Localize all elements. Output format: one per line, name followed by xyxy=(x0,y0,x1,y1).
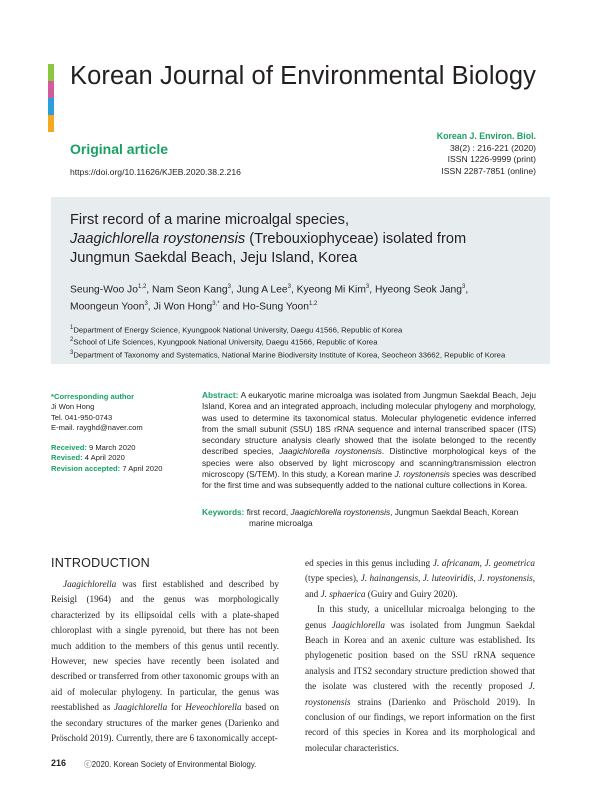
affiliation-item xyxy=(70,323,534,336)
italic-term: J. geometrica xyxy=(484,558,536,568)
body-paragraph xyxy=(51,577,279,746)
italic-term: J. roystonensis xyxy=(478,573,533,584)
abstract-species: Jaagichlorella roystonensis xyxy=(279,446,382,457)
affiliation-item xyxy=(70,335,534,348)
affiliation-text: School of Life Sciences, Kyungpook National University, Daegu 41566, Republic of Korea xyxy=(73,337,378,347)
journal-abbreviation: Korean J. Environ. Biol. xyxy=(436,131,536,141)
body-column-left xyxy=(51,577,279,746)
revised-label: Revised: xyxy=(51,453,83,463)
keywords-text: first record, xyxy=(244,507,291,517)
volume-pages: 38(2) : 216-221 (2020) xyxy=(450,142,536,153)
received-label: Received: xyxy=(51,443,87,453)
revised-value: 4 April 2020 xyxy=(82,453,125,463)
corresponding-author-email[interactable]: E-mail. rayghd@naver.com xyxy=(51,422,143,432)
author-affil-mark: 1,2 xyxy=(137,284,147,290)
keywords-text: marine microalga xyxy=(249,518,313,529)
title-line-1: First record of a marine microalgal species, xyxy=(70,212,349,228)
title-line-3: Jungmun Saekdal Beach, Jeju Island, Korea xyxy=(70,250,358,266)
affiliation-list xyxy=(70,323,534,361)
author-list xyxy=(70,280,534,315)
author-name: , Jung A Lee xyxy=(230,284,288,296)
text-run: (Guiry and Guiry 2020). xyxy=(365,588,458,599)
article-sidebar xyxy=(51,392,181,474)
author-affil-mark: 3 xyxy=(287,284,291,290)
color-segment-orange xyxy=(48,115,54,132)
italic-term: J. hainangensis xyxy=(360,573,419,584)
journal-title: Korean Journal of Environmental Biology xyxy=(70,62,536,90)
body-column-right xyxy=(305,556,535,756)
abstract-heading: Abstract: xyxy=(202,390,239,400)
author-name: , Nam Seon Kang xyxy=(146,284,228,296)
abstract-text: species was described for the first time and was subsequently added to the national culture collections in Korea. xyxy=(202,469,536,491)
abstract-species: J. roystonensis xyxy=(394,469,450,480)
italic-term: J. sphaerica xyxy=(320,588,366,599)
author-name: , Hyeong Seok Jang xyxy=(369,284,462,296)
affiliation-number: 3 xyxy=(70,349,74,356)
affiliation-text: Department of Energy Science, Kyungpook National University, Daegu 41566, Republic of Korea xyxy=(73,325,403,335)
affiliation-number: 1 xyxy=(70,324,74,331)
text-run: based on the secondary structures of the marker genes (Darienko and Pröschold 2019). Currently, there are 6 taxonomically accept- xyxy=(51,702,279,744)
text-run: (type species), xyxy=(305,573,361,584)
italic-term: Heveochlorella xyxy=(185,702,242,713)
keywords-text: , Jungmun Saekdal Beach, Korean xyxy=(390,507,519,517)
keywords-heading: Keywords: xyxy=(202,507,245,517)
copyright-notice: ⓒ2020. Korean Society of Environmental Biology. xyxy=(84,760,257,769)
text-run: was first established and described by Reisigl (1964) and the genus was morphologically characterized by its ellipsoidal cells with a plate-shaped chloroplast with a single pyrenoid, but there has not been much addition to the members of this genus until recently. However, new species have recently been isolated and described or transferred from other taxonomic groups with an aid of molecular phylogeny. In particular, the genus was reestablished as xyxy=(51,579,279,713)
received-value: 9 March 2020 xyxy=(86,443,136,453)
italic-term: Jaagichlorella xyxy=(113,702,168,713)
abstract-text: A eukaryotic marine microalga was isolated from Jungmun Saekdal Beach, Jeju Island, Korea and an integrated approach, including molecular phylogeny and morphology, was used to determine its taxonomical status. Molecular phylogenetic evidence inferred from the small subunit (SSU) 18S rRNA sequence and internal transcribed spacer (ITS) secondary structure analysis clearly showed that the isolate belonged to the recently described species, xyxy=(202,390,536,457)
keywords xyxy=(202,507,536,530)
author-name: , Ji Won Hong xyxy=(147,301,213,313)
author-affil-mark: 3 xyxy=(365,284,370,290)
corresponding-author-tel: Tel. 041-950-0743 xyxy=(51,412,113,422)
body-paragraph xyxy=(305,602,535,756)
text-run: , xyxy=(479,558,485,568)
text-run: for xyxy=(167,702,186,713)
article-title xyxy=(70,211,534,268)
italic-term: J. roystonensis xyxy=(305,681,535,707)
corresponding-author-label: *Corresponding author xyxy=(51,392,135,401)
affiliation-number: 2 xyxy=(70,337,74,344)
accepted-date xyxy=(51,464,181,474)
author-affil-mark: 3 xyxy=(144,301,148,308)
abstract-text: . Distinctive morphological keys of the species were also observed by light microscopy and scanning/transmission electron microscopy (S/TEM). In this study, a Korean marine xyxy=(202,446,536,480)
section-heading-introduction: INTRODUCTION xyxy=(51,556,150,570)
title-line-2: (Trebouxiophyceae) isolated from xyxy=(245,231,467,247)
accepted-label: Revision accepted: xyxy=(51,463,121,473)
citation-block xyxy=(437,131,536,177)
author-affil-mark: 3,* xyxy=(212,301,220,308)
text-run: , and xyxy=(305,573,536,599)
italic-term: J. africanam xyxy=(432,558,480,568)
color-segment-blue xyxy=(48,98,54,115)
italic-term: Jaagichlorella xyxy=(331,619,385,630)
body-paragraph xyxy=(305,556,535,602)
author-affil-mark: 3 xyxy=(227,284,231,290)
author-name: Moongeun Yoon xyxy=(70,301,145,313)
text-run: strains (Darienko and Pröschold 2019). In conclusion of our findings, we report information on the first record of this species in Korea and its morphological and molecular characteristics. xyxy=(305,696,535,753)
text-run: , xyxy=(473,573,479,584)
affiliation-item xyxy=(70,348,534,361)
accepted-value: 7 April 2020 xyxy=(120,463,163,473)
article-type: Original article xyxy=(70,141,169,157)
author-name: , Kyeong Mi Kim xyxy=(290,284,366,296)
color-segment-pink xyxy=(48,81,54,98)
author-affil-mark: 1,2 xyxy=(308,301,318,308)
text-run: ed species in this genus including xyxy=(305,558,433,568)
author-name: Seung-Woo Jo xyxy=(70,284,138,296)
revised-date xyxy=(51,453,181,463)
title-species-name: Jaagichlorella roystonensis xyxy=(70,231,246,247)
text-run: In this study, a unicellular microalga belonging to the genus xyxy=(305,604,535,630)
journal-color-bar xyxy=(48,64,54,132)
author-affil-mark: 3 xyxy=(461,284,466,290)
issn-print: ISSN 1226-9999 (print) xyxy=(447,154,536,165)
text-run: , xyxy=(418,573,423,584)
doi-link[interactable]: https://doi.org/10.11626/KJEB.2020.38.2.216 xyxy=(70,167,241,177)
abstract xyxy=(202,390,536,492)
corresponding-author-name: Ji Won Hong xyxy=(51,402,95,412)
author-separator: , xyxy=(465,284,469,296)
page-number: 216 xyxy=(51,758,67,768)
author-name: and Ho-Sung Yoon xyxy=(219,301,309,313)
affiliation-text: Department of Taxonomy and Systematics, National Marine Biodiversity Institute of Korea, Seocheon 33662, Republic of Korea xyxy=(73,350,506,360)
article-header-box xyxy=(51,197,550,364)
italic-term: Jaagichlorella xyxy=(63,579,117,589)
color-segment-green xyxy=(48,64,54,81)
issn-online: ISSN 2287-7851 (online) xyxy=(441,165,536,176)
text-run: was isolated from Jungmun Saekdal Beach in Korea and an axenic culture was established. Its phylogenetic position based on the SSU rRNA sequence analysis and ITS2 secondary structure prediction showed that the isolate was clustered with the recently proposed xyxy=(305,619,536,692)
keywords-species: Jaagichlorella roystonensis xyxy=(290,507,391,517)
italic-term: J. luteoviridis xyxy=(422,573,474,584)
received-date xyxy=(51,443,181,453)
